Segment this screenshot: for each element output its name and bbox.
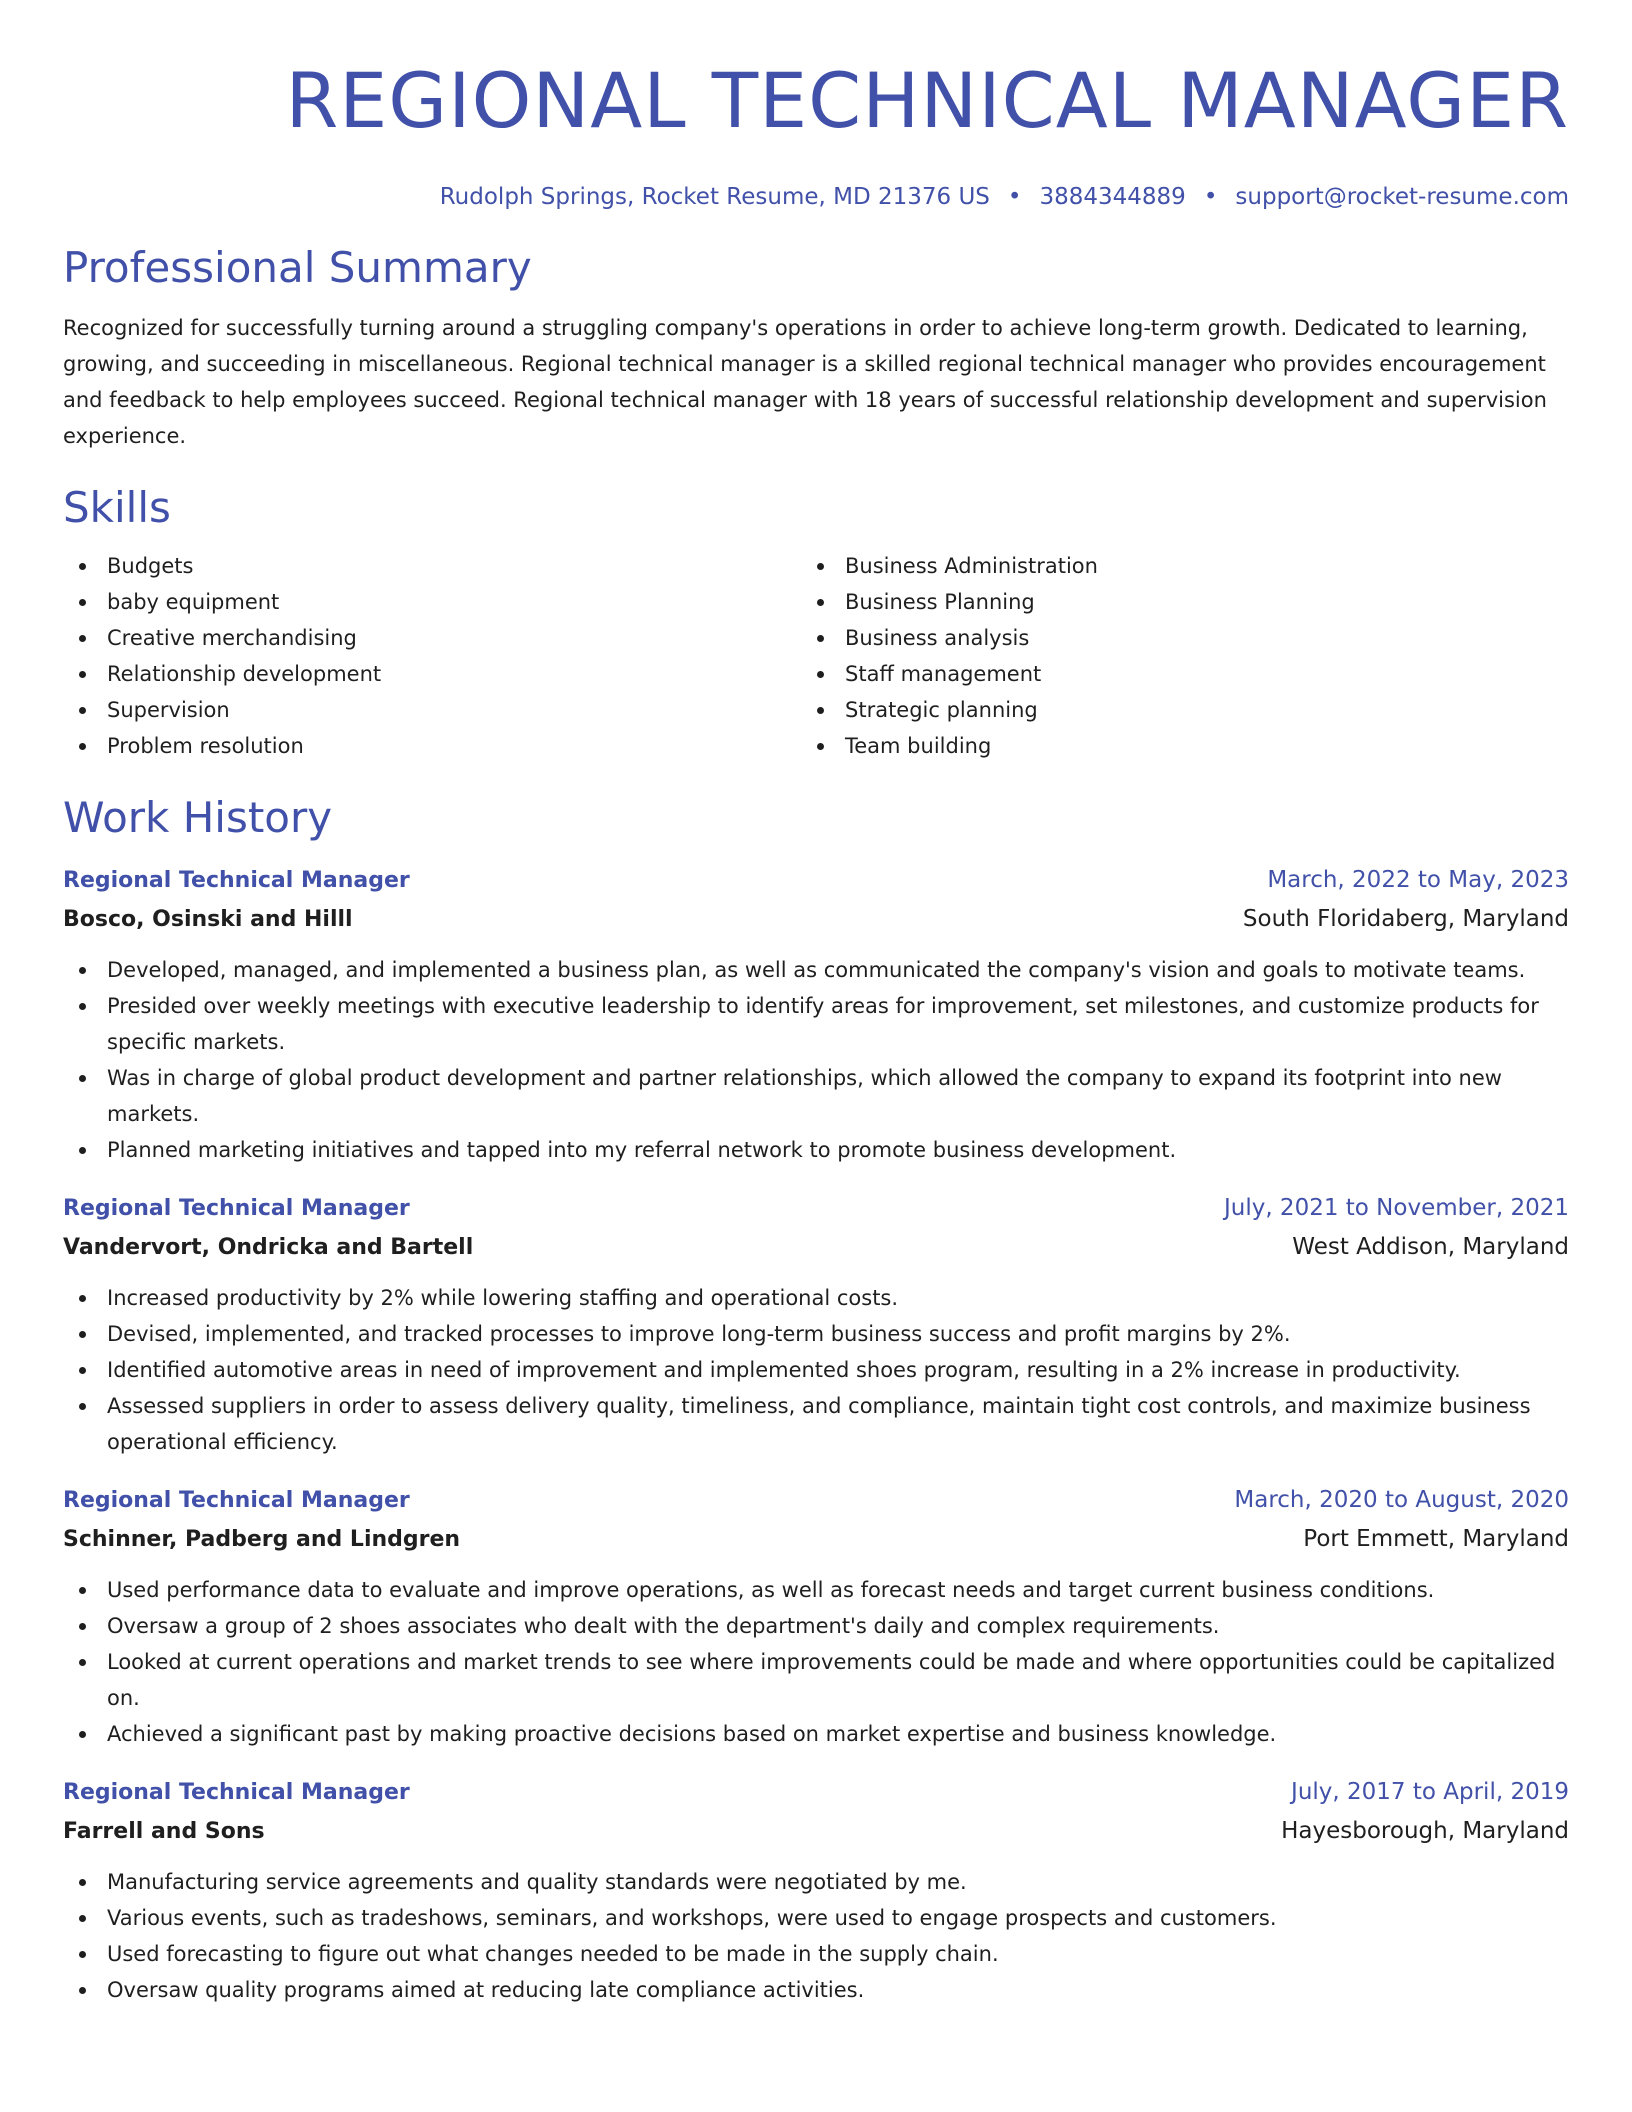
job-entry: [63, 1190, 1569, 1460]
summary-heading: Professional Summary: [63, 243, 532, 292]
job-subheader: [63, 1521, 1569, 1558]
job-bullet: Devised, implemented, and tracked processes to improve long-term business success and profit margins by 2%.: [63, 1316, 1569, 1352]
job-bullet: Identified automotive areas in need of improvement and implemented shoes program, resulting in a 2% increase in productivity.: [63, 1352, 1569, 1388]
job-bullets: [63, 952, 1569, 1168]
job-bullet: Various events, such as tradeshows, seminars, and workshops, were used to engage prospects and customers.: [63, 1900, 1569, 1936]
skill-item: Creative merchandising: [63, 620, 801, 656]
job-company: Schinner, Padberg and Lindgren: [63, 1527, 461, 1552]
job-bullet: Oversaw quality programs aimed at reducing late compliance activities.: [63, 1972, 1569, 2008]
skill-item: Business Administration: [801, 548, 1098, 584]
contact-line: [63, 182, 1569, 212]
skill-item: Supervision: [63, 692, 801, 728]
skill-item: Team building: [801, 728, 1098, 764]
skill-item: Staff management: [801, 656, 1098, 692]
job-location: Port Emmett, Maryland: [1303, 1526, 1569, 1552]
job-bullet: Achieved a significant past by making proactive decisions based on market expertise and business knowledge.: [63, 1716, 1569, 1752]
summary-section: [63, 242, 1569, 454]
job-location: Hayesborough, Maryland: [1281, 1818, 1569, 1844]
job-location: West Addison, Maryland: [1292, 1234, 1569, 1260]
skill-item: Business analysis: [801, 620, 1098, 656]
contact-phone: 3884344889: [1039, 184, 1186, 210]
skills-right-list: [801, 548, 1098, 764]
contact-separator: •: [1203, 184, 1218, 210]
job-bullet: Looked at current operations and market trends to see where improvements could be made and where opportunities could be capitalized on.: [63, 1644, 1569, 1716]
job-dates: July, 2021 to November, 2021: [1223, 1195, 1569, 1221]
job-bullet: Planned marketing initiatives and tapped into my referral network to promote business development.: [63, 1132, 1569, 1168]
job-bullets: [63, 1280, 1569, 1460]
job-bullet: Was in charge of global product development and partner relationships, which allowed the company to expand its footprint into new markets.: [63, 1060, 1569, 1132]
contact-email: support@rocket-resume.com: [1235, 184, 1569, 210]
contact-separator: •: [1007, 184, 1022, 210]
skill-item: Problem resolution: [63, 728, 801, 764]
job-company: Farrell and Sons: [63, 1819, 265, 1844]
job-bullets: [63, 1864, 1569, 2008]
skill-item: Budgets: [63, 548, 801, 584]
job-bullet: Manufacturing service agreements and quality standards were negotiated by me.: [63, 1864, 1569, 1900]
job-bullet: Used performance data to evaluate and improve operations, as well as forecast needs and target current business conditions.: [63, 1572, 1569, 1608]
job-bullet: Assessed suppliers in order to assess delivery quality, timeliness, and compliance, maintain tight cost controls, and maximize business operational efficiency.: [63, 1388, 1569, 1460]
job-location: South Floridaberg, Maryland: [1242, 906, 1569, 932]
resume-header: [63, 0, 1569, 212]
work-history-section: [63, 792, 1569, 2008]
job-title: Regional Technical Manager: [63, 1488, 410, 1513]
job-company: Vandervort, Ondricka and Bartell: [63, 1235, 474, 1260]
job-company: Bosco, Osinski and Hilll: [63, 907, 353, 932]
job-subheader: [63, 1229, 1569, 1266]
skill-item: baby equipment: [63, 584, 801, 620]
job-entry: [63, 1774, 1569, 2008]
job-title: Regional Technical Manager: [63, 868, 410, 893]
job-bullet: Oversaw a group of 2 shoes associates who dealt with the department's daily and complex requirements.: [63, 1608, 1569, 1644]
job-subheader: [63, 1813, 1569, 1850]
skills-columns: [63, 548, 1569, 764]
job-title: Regional Technical Manager: [63, 1780, 410, 1805]
job-header: [63, 1774, 1569, 1811]
job-bullet: Used forecasting to figure out what changes needed to be made in the supply chain.: [63, 1936, 1569, 1972]
job-header: [63, 1190, 1569, 1227]
contact-address: Rudolph Springs, Rocket Resume, MD 21376 US: [439, 184, 990, 210]
skills-left-list: [63, 548, 801, 764]
job-bullet: Increased productivity by 2% while lowering staffing and operational costs.: [63, 1280, 1569, 1316]
skills-heading: Skills: [63, 483, 171, 532]
job-subheader: [63, 901, 1569, 938]
job-bullets: [63, 1572, 1569, 1752]
skill-item: Strategic planning: [801, 692, 1098, 728]
job-title: Regional Technical Manager: [63, 1196, 410, 1221]
resume-name: REGIONAL TECHNICAL MANAGER: [285, 56, 1569, 145]
skills-section: [63, 482, 1569, 764]
job-entry: [63, 862, 1569, 1168]
job-dates: July, 2017 to April, 2019: [1291, 1779, 1569, 1805]
skill-item: Business Planning: [801, 584, 1098, 620]
job-dates: March, 2022 to May, 2023: [1267, 867, 1569, 893]
work-history-heading: Work History: [63, 793, 333, 842]
job-header: [63, 862, 1569, 899]
job-bullet: Developed, managed, and implemented a business plan, as well as communicated the company's vision and goals to motivate teams.: [63, 952, 1569, 988]
job-dates: March, 2020 to August, 2020: [1234, 1487, 1569, 1513]
job-bullet: Presided over weekly meetings with executive leadership to identify areas for improvement, set milestones, and customize products for specific markets.: [63, 988, 1569, 1060]
job-entry: [63, 1482, 1569, 1752]
job-header: [63, 1482, 1569, 1519]
skill-item: Relationship development: [63, 656, 801, 692]
summary-text: Recognized for successfully turning around a struggling company's operations in order to achieve long-term growth. Dedicated to learning, growing, and succeeding in miscellaneous. Regional technical manager is a skilled regional technical manager who provides encouragement and feedback to help employees succeed. Regional technical manager with 18 years of successful relationship development and supervision experience.: [63, 316, 1547, 448]
